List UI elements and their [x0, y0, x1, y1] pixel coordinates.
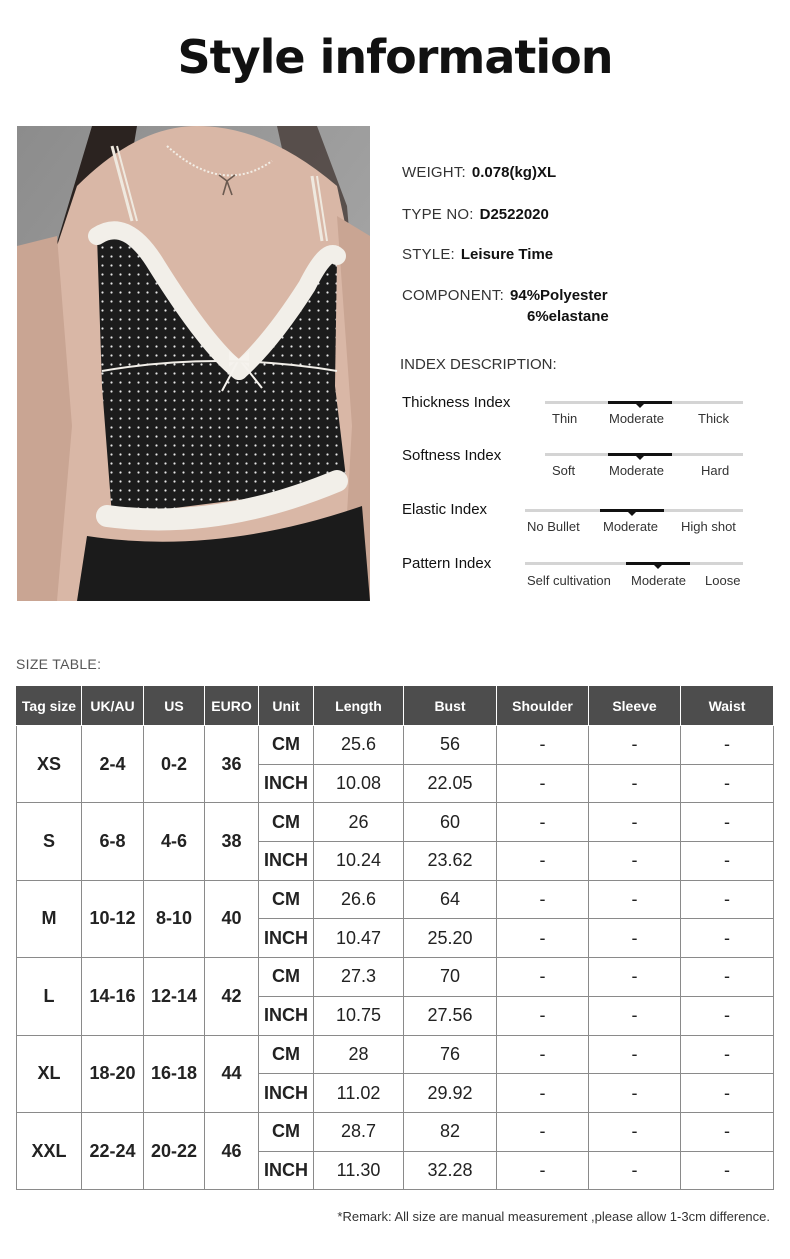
- length-cell: 28.7: [314, 1112, 404, 1151]
- unit-cell: CM: [259, 803, 314, 842]
- component-value-2: 6%elastane: [527, 308, 609, 325]
- bust-cell: 25.20: [404, 919, 497, 958]
- softness-option-soft: Soft: [552, 463, 576, 478]
- length-cell: 11.02: [314, 1074, 404, 1113]
- shoulder-cell: -: [497, 958, 589, 997]
- unit-cell: INCH: [259, 764, 314, 803]
- sleeve-cell: -: [589, 1151, 681, 1190]
- shoulder-cell: -: [497, 764, 589, 803]
- softness-option-moderate: Moderate: [609, 463, 664, 478]
- table-row: [17, 726, 774, 765]
- bust-cell: 56: [404, 726, 497, 765]
- weight-value: 0.078(kg)XL: [471, 164, 557, 181]
- unit-cell: CM: [259, 1112, 314, 1151]
- style-row: [402, 246, 553, 263]
- header-shoulder: Shoulder: [497, 686, 589, 726]
- thickness-option-thin: Thin: [552, 411, 578, 426]
- waist-cell: -: [681, 880, 774, 919]
- euro-cell: 46: [205, 1112, 259, 1189]
- pattern-option-self-cultivation: Self cultivation: [527, 573, 611, 588]
- euro-cell: 38: [205, 803, 259, 880]
- remark-note: *Remark: All size are manual measurement ,please allow 1-3cm difference.: [337, 1209, 770, 1224]
- table-row: [17, 803, 774, 842]
- style-label: STYLE:: [402, 246, 455, 263]
- us-cell: 4-6: [144, 803, 205, 880]
- header-unit: Unit: [259, 686, 314, 726]
- elastic-index-label: Elastic Index: [402, 501, 488, 518]
- euro-cell: 44: [205, 1035, 259, 1112]
- unit-cell: CM: [259, 880, 314, 919]
- type-label: TYPE NO:: [402, 206, 474, 223]
- sleeve-cell: -: [589, 1112, 681, 1151]
- header-sleeve: Sleeve: [589, 686, 681, 726]
- pattern-option-moderate: Moderate: [631, 573, 686, 588]
- waist-cell: -: [681, 1074, 774, 1113]
- waist-cell: -: [681, 996, 774, 1035]
- uk-au-cell: 22-24: [82, 1112, 144, 1189]
- length-cell: 11.30: [314, 1151, 404, 1190]
- type-value: D2522020: [479, 206, 549, 223]
- waist-cell: -: [681, 803, 774, 842]
- us-cell: 8-10: [144, 880, 205, 957]
- header-uk-au: UK/AU: [82, 686, 144, 726]
- header-length: Length: [314, 686, 404, 726]
- table-row: [17, 958, 774, 997]
- shoulder-cell: -: [497, 1112, 589, 1151]
- sleeve-cell: -: [589, 1035, 681, 1074]
- bust-cell: 22.05: [404, 764, 497, 803]
- us-cell: 20-22: [144, 1112, 205, 1189]
- size-table-header: [17, 686, 774, 726]
- length-cell: 26: [314, 803, 404, 842]
- sleeve-cell: -: [589, 880, 681, 919]
- length-cell: 10.47: [314, 919, 404, 958]
- shoulder-cell: -: [497, 1035, 589, 1074]
- thickness-option-thick: Thick: [698, 411, 730, 426]
- header-us: US: [144, 686, 205, 726]
- tag-size-cell: L: [17, 958, 82, 1035]
- bust-cell: 60: [404, 803, 497, 842]
- bust-cell: 27.56: [404, 996, 497, 1035]
- bust-cell: 29.92: [404, 1074, 497, 1113]
- shoulder-cell: -: [497, 842, 589, 881]
- table-row: [17, 1035, 774, 1074]
- pattern-pointer-icon: [654, 565, 662, 569]
- euro-cell: 36: [205, 726, 259, 803]
- tag-size-cell: XS: [17, 726, 82, 803]
- unit-cell: CM: [259, 958, 314, 997]
- sleeve-cell: -: [589, 996, 681, 1035]
- shoulder-cell: -: [497, 726, 589, 765]
- unit-cell: CM: [259, 1035, 314, 1074]
- bust-cell: 76: [404, 1035, 497, 1074]
- elastic-option-high-shot: High shot: [681, 519, 736, 534]
- bust-cell: 64: [404, 880, 497, 919]
- thickness-pointer-icon: [636, 404, 644, 408]
- shoulder-cell: -: [497, 1074, 589, 1113]
- sleeve-cell: -: [589, 764, 681, 803]
- waist-cell: -: [681, 1035, 774, 1074]
- elastic-option-no-bullet: No Bullet: [527, 519, 580, 534]
- size-table-label: SIZE TABLE:: [16, 656, 102, 672]
- tag-size-cell: XXL: [17, 1112, 82, 1189]
- waist-cell: -: [681, 842, 774, 881]
- table-row: [17, 1112, 774, 1151]
- weight-label: WEIGHT:: [402, 164, 466, 181]
- softness-pointer-icon: [636, 456, 644, 460]
- component-row: [402, 287, 608, 304]
- waist-cell: -: [681, 958, 774, 997]
- unit-cell: INCH: [259, 842, 314, 881]
- sleeve-cell: -: [589, 958, 681, 997]
- length-cell: 28: [314, 1035, 404, 1074]
- sleeve-cell: -: [589, 1074, 681, 1113]
- table-row: [17, 880, 774, 919]
- waist-cell: -: [681, 726, 774, 765]
- uk-au-cell: 10-12: [82, 880, 144, 957]
- waist-cell: -: [681, 764, 774, 803]
- header-bust: Bust: [404, 686, 497, 726]
- shoulder-cell: -: [497, 1151, 589, 1190]
- length-cell: 10.08: [314, 764, 404, 803]
- euro-cell: 42: [205, 958, 259, 1035]
- uk-au-cell: 14-16: [82, 958, 144, 1035]
- sleeve-cell: -: [589, 803, 681, 842]
- us-cell: 12-14: [144, 958, 205, 1035]
- elastic-option-moderate: Moderate: [603, 519, 658, 534]
- shoulder-cell: -: [497, 803, 589, 842]
- us-cell: 16-18: [144, 1035, 205, 1112]
- weight-row: [402, 164, 556, 181]
- type-row: [402, 206, 549, 223]
- shoulder-cell: -: [497, 919, 589, 958]
- uk-au-cell: 18-20: [82, 1035, 144, 1112]
- bust-cell: 70: [404, 958, 497, 997]
- softness-index-label: Softness Index: [402, 447, 502, 464]
- waist-cell: -: [681, 1151, 774, 1190]
- thickness-index-label: Thickness Index: [402, 394, 511, 411]
- size-table-body: [17, 726, 774, 1190]
- style-value: Leisure Time: [460, 246, 554, 263]
- length-cell: 27.3: [314, 958, 404, 997]
- unit-cell: INCH: [259, 996, 314, 1035]
- softness-option-hard: Hard: [701, 463, 730, 478]
- waist-cell: -: [681, 919, 774, 958]
- bust-cell: 23.62: [404, 842, 497, 881]
- sleeve-cell: -: [589, 726, 681, 765]
- thickness-option-moderate: Moderate: [609, 411, 664, 426]
- shoulder-cell: -: [497, 880, 589, 919]
- product-photo: [17, 126, 370, 601]
- uk-au-cell: 2-4: [82, 726, 144, 803]
- tag-size-cell: M: [17, 880, 82, 957]
- length-cell: 10.75: [314, 996, 404, 1035]
- component-label: COMPONENT:: [402, 287, 505, 304]
- size-table: [16, 685, 774, 1190]
- length-cell: 25.6: [314, 726, 404, 765]
- length-cell: 10.24: [314, 842, 404, 881]
- header-euro: EURO: [205, 686, 259, 726]
- sleeve-cell: -: [589, 919, 681, 958]
- pattern-option-loose: Loose: [705, 573, 741, 588]
- index-description-heading: INDEX DESCRIPTION:: [400, 356, 557, 373]
- tag-size-cell: S: [17, 803, 82, 880]
- unit-cell: INCH: [259, 1074, 314, 1113]
- waist-cell: -: [681, 1112, 774, 1151]
- elastic-pointer-icon: [628, 512, 636, 516]
- header-tag-size: Tag size: [17, 686, 82, 726]
- us-cell: 0-2: [144, 726, 205, 803]
- sleeve-cell: -: [589, 842, 681, 881]
- pattern-index-label: Pattern Index: [402, 555, 492, 572]
- tag-size-cell: XL: [17, 1035, 82, 1112]
- page-title: Style information: [177, 30, 613, 84]
- euro-cell: 40: [205, 880, 259, 957]
- unit-cell: CM: [259, 726, 314, 765]
- uk-au-cell: 6-8: [82, 803, 144, 880]
- shoulder-cell: -: [497, 996, 589, 1035]
- bust-cell: 32.28: [404, 1151, 497, 1190]
- unit-cell: INCH: [259, 919, 314, 958]
- header-waist: Waist: [681, 686, 774, 726]
- component-value-1: 94%Polyester: [510, 287, 608, 304]
- unit-cell: INCH: [259, 1151, 314, 1190]
- length-cell: 26.6: [314, 880, 404, 919]
- bust-cell: 82: [404, 1112, 497, 1151]
